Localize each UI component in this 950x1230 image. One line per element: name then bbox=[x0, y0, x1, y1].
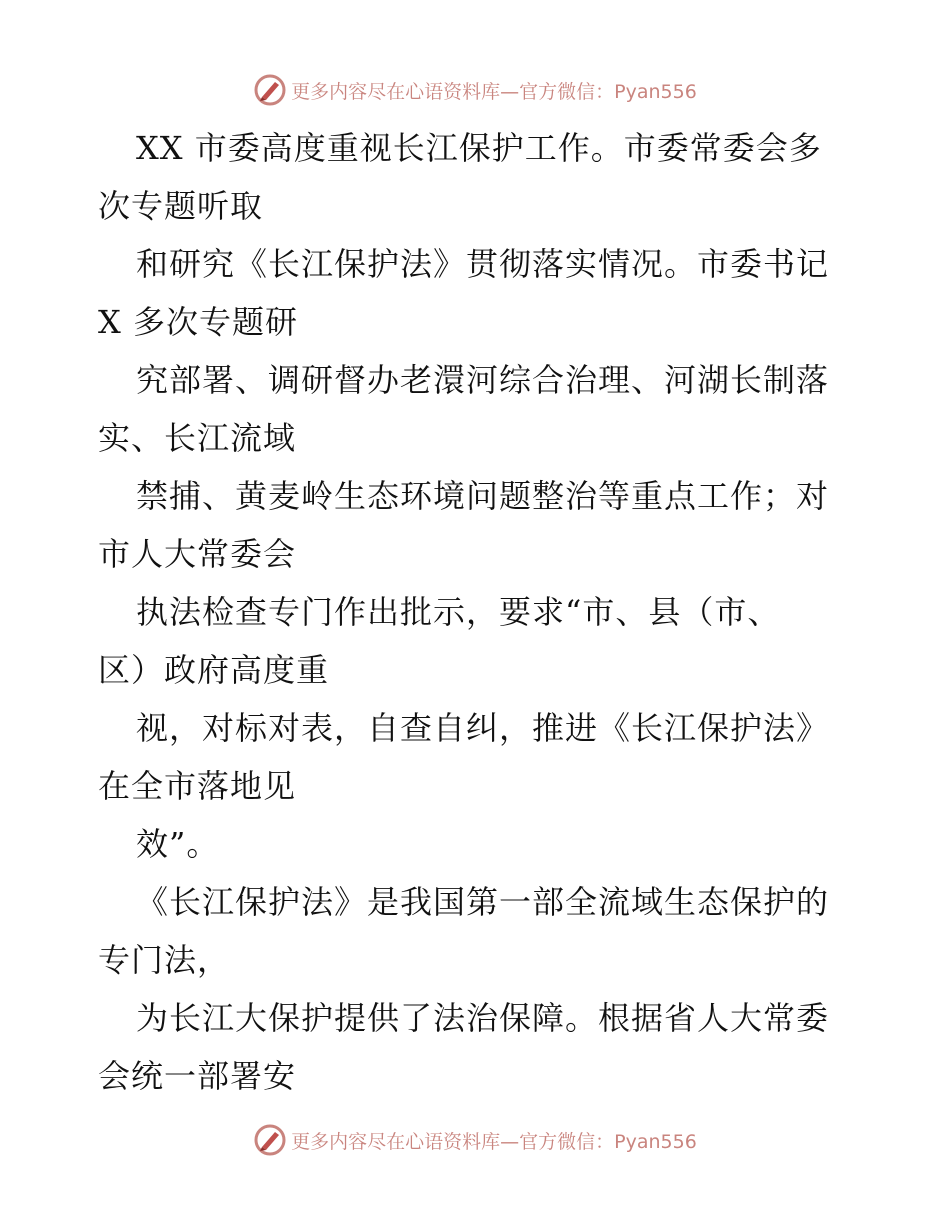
text-line: 效”。 bbox=[136, 825, 220, 863]
pen-logo-icon bbox=[253, 73, 287, 107]
text-line: 《长江保护法》是我国第一部全流域生态保护的 bbox=[136, 883, 830, 921]
text-line: 在全市落地见 bbox=[98, 767, 297, 805]
watermark-text: 更多内容尽在心语资料库—官方微信：Pyan556 bbox=[291, 80, 697, 103]
text-line: 市人大常委会 bbox=[98, 535, 297, 573]
text-line: 为长江大保护提供了法治保障。根据省人大常委 bbox=[136, 999, 830, 1037]
text-line: 实、长江流域 bbox=[98, 419, 297, 457]
watermark-text: 更多内容尽在心语资料库—官方微信：Pyan556 bbox=[291, 1130, 697, 1153]
text-line: 和研究《长江保护法》贯彻落实情况。市委书记 bbox=[136, 245, 830, 283]
text-line: X 多次专题研 bbox=[98, 303, 298, 341]
pen-logo-icon bbox=[253, 1123, 287, 1157]
text-line: 视，对标对表，自查自纠，推进《长江保护法》 bbox=[136, 709, 830, 747]
text-line: 会统一部署安 bbox=[98, 1057, 297, 1095]
text-line: XX 市委高度重视长江保护工作。市委常委会多 bbox=[136, 129, 822, 167]
watermark-wechat-id: Pyan556 bbox=[614, 80, 697, 103]
watermark-wechat-id: Pyan556 bbox=[614, 1130, 697, 1153]
text-line: 区）政府高度重 bbox=[98, 651, 330, 689]
text-line: 专门法， bbox=[98, 941, 231, 979]
text-line: 执法检查专门作出批示，要求“市、县（市、 bbox=[136, 593, 781, 631]
text-line: 次专题听取 bbox=[98, 187, 264, 225]
header-watermark bbox=[0, 70, 950, 110]
footer-watermark bbox=[0, 1120, 950, 1160]
text-line: 究部署、调研督办老澴河综合治理、河湖长制落 bbox=[136, 361, 830, 399]
text-line: 禁捕、黄麦岭生态环境问题整治等重点工作；对 bbox=[136, 477, 830, 515]
